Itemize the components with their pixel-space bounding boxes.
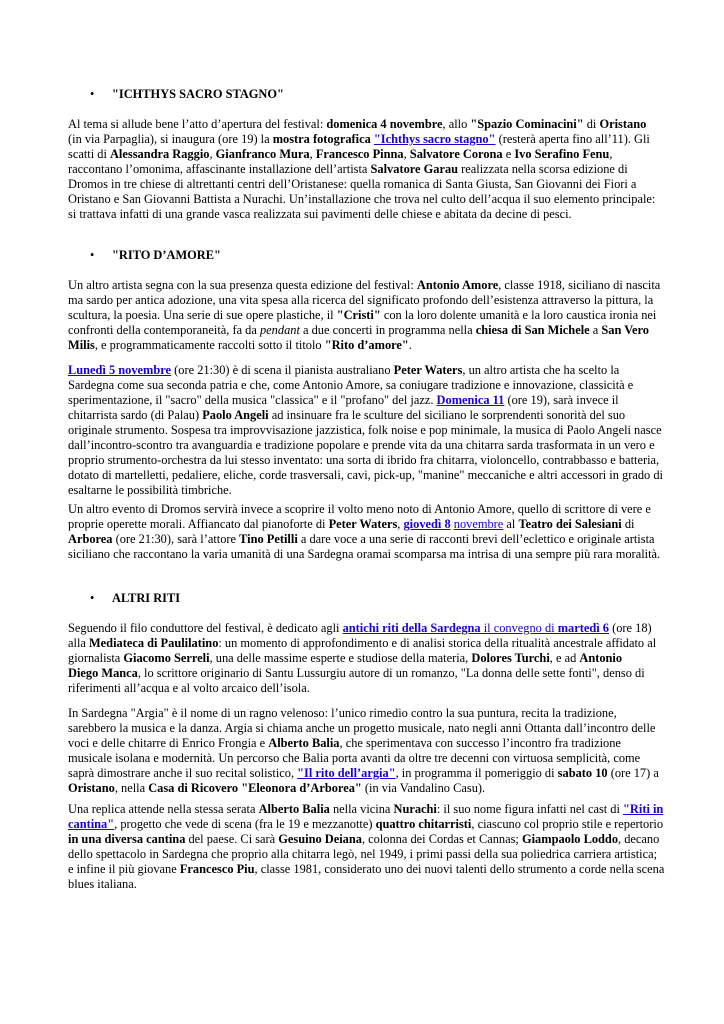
bold-text: Peter Waters bbox=[393, 363, 463, 377]
text-run: scatti di bbox=[68, 147, 110, 161]
bold-text: in una diversa cantina bbox=[68, 832, 186, 846]
text-run: esaltarne le possibilità timbriche. bbox=[68, 483, 232, 497]
text-run: : un momento di approfondimento e di analisi storica della ritualità ancestrale affidato al bbox=[218, 636, 657, 650]
text-line bbox=[68, 817, 664, 832]
text-run: (in via Vandalino Casu). bbox=[361, 781, 486, 795]
inline-link[interactable]: il convegno di bbox=[480, 621, 558, 635]
text-run: (ore 21:30), sarà l’attore bbox=[112, 532, 240, 546]
text-run: (ore 19), sarà invece il bbox=[504, 393, 619, 407]
bold-text: mostra fotografica bbox=[272, 132, 371, 146]
text-run: , bbox=[397, 517, 404, 531]
inline-link[interactable]: "Riti in bbox=[623, 802, 664, 816]
text-line bbox=[68, 408, 658, 423]
section-heading-ichthys bbox=[90, 87, 284, 102]
paragraph-tino-petilli bbox=[68, 502, 661, 562]
text-run: , in programma il pomeriggio di bbox=[395, 766, 558, 780]
text-line bbox=[68, 651, 658, 666]
text-line bbox=[68, 338, 658, 353]
text-run: , allo bbox=[442, 117, 471, 131]
inline-link[interactable]: Domenica 11 bbox=[436, 393, 505, 407]
bold-text: sabato 10 bbox=[557, 766, 608, 780]
text-run: , ciascuno col proprio stile e repertorio bbox=[471, 817, 664, 831]
text-line bbox=[68, 117, 658, 132]
text-run: a bbox=[589, 323, 602, 337]
bold-text: Francesco Piu bbox=[179, 862, 255, 876]
text-line bbox=[68, 453, 658, 468]
text-run: originale strumento. Sospesa tra improvvisazione jazzistica, folk noise e pop minimale, la musica di Paolo Angeli nasce bbox=[68, 423, 662, 437]
text-run: sarebbero la musica e la danza. Argia si chiama anche un progetto musicale, nato negli anni Ottanta dall’incontro delle bbox=[68, 721, 656, 735]
text-run: ma sardo per antica adozione, una vita spesa alla ricerca del significato profondo dell’esistenza attraverso la pittura, la bbox=[68, 293, 654, 307]
inline-link[interactable]: novembre bbox=[453, 517, 504, 531]
bold-text: Oristano bbox=[68, 781, 115, 795]
text-line bbox=[68, 502, 658, 517]
text-run: , una delle massime esperte e studiose della materia, bbox=[209, 651, 472, 665]
text-line bbox=[68, 192, 658, 207]
text-run: siciliano che raccontano la varia umanità di una Sardegna oramai scomparsa ma intrisa di una sempre più rara moralità. bbox=[68, 547, 661, 561]
text-run: , bbox=[209, 147, 216, 161]
text-run: alla bbox=[68, 636, 89, 650]
text-run: , un altro artista che ha scelto la bbox=[462, 363, 620, 377]
inline-link[interactable]: Lunedì 5 novembre bbox=[68, 363, 172, 377]
bold-text: Arborea bbox=[68, 532, 113, 546]
text-run: Seguendo il filo conduttore del festival, è dedicato agli bbox=[68, 621, 343, 635]
text-run: dotato di martelletti, pedaliere, eliche, corde trasversali, cavi, pick-up, "manine" meccaniche e altri accessori in grado di bbox=[68, 468, 663, 482]
text-run: , bbox=[309, 147, 316, 161]
text-run: confronti della contemporaneità, fa da bbox=[68, 323, 260, 337]
text-line bbox=[68, 207, 658, 222]
text-run: del paese. Ci sarà bbox=[185, 832, 279, 846]
text-run: chitarrista sardo (di Palau) bbox=[68, 408, 203, 422]
text-run: (ore 21:30) è di scena il pianista australiano bbox=[171, 363, 394, 377]
paragraph-argia bbox=[68, 706, 658, 796]
bold-text: Dolores Turchi bbox=[471, 651, 550, 665]
text-run: a due concerti in programma nella bbox=[299, 323, 476, 337]
text-run: , lo scrittore originario di Santu Lussurgiu autore di un romanzo, "La donna delle sette fonti", denso di bbox=[137, 666, 645, 680]
bold-text: Francesco Pinna bbox=[315, 147, 404, 161]
paragraph-antonio-amore bbox=[68, 278, 661, 353]
text-run: al bbox=[503, 517, 519, 531]
text-line bbox=[68, 547, 661, 562]
text-run: musicale isolana e modernità. Un percorso che Balia porta avanti da oltre tre decenni con virtuosa semplicità, come bbox=[68, 751, 641, 765]
text-run: di bbox=[621, 517, 635, 531]
text-run: proprio strumento-orchestra da lui stesso inventato: una sorta di ibrido fra chitarra, violoncello, contrabbasso e batteria, bbox=[68, 453, 660, 467]
bold-text: Antonio Amore bbox=[416, 278, 499, 292]
text-line bbox=[68, 393, 658, 408]
bold-text: Alberto Balia bbox=[268, 736, 340, 750]
bold-text: San Vero bbox=[601, 323, 649, 337]
bold-text: Gianfranco Mura bbox=[215, 147, 310, 161]
section-title: "RITO D’AMORE" bbox=[112, 248, 221, 262]
text-run: In Sardegna "Argia" è il nome di un ragno velenoso: l’unico rimedio contro la sua puntura, recita la tradizione, bbox=[68, 706, 617, 720]
text-run: , classe 1981, considerato uno dei nuovi talenti dello strumento a corde nella scena bbox=[254, 862, 665, 876]
text-run: sperimentazione, il "sacro" della musica "classica" e il "profano" del jazz. bbox=[68, 393, 437, 407]
text-run: ad insinuare fra le sculture del siciliano le sorprendenti sonorità del suo bbox=[268, 408, 626, 422]
text-run: Un altro evento di Dromos servirà invece a scoprire il volto meno noto di Antonio Amore, quello di scrittore di vere e bbox=[68, 502, 651, 516]
text-line bbox=[68, 862, 665, 877]
text-run: saprà dimostrare anche il suo recital solistico, bbox=[68, 766, 298, 780]
text-run: , decano bbox=[618, 832, 660, 846]
text-line bbox=[68, 706, 658, 721]
bold-text: "Cristi" bbox=[336, 308, 381, 322]
text-run: dello spettacolo in Sardegna che proprio alla chitarra legò, nel 1949, i primi passi della sua poliedrica carriera artistica; bbox=[68, 847, 658, 861]
text-run: di bbox=[583, 117, 600, 131]
text-line bbox=[68, 162, 658, 177]
text-line bbox=[68, 847, 658, 862]
text-run: , bbox=[609, 147, 613, 161]
bullet-icon: • bbox=[90, 87, 95, 101]
text-line bbox=[68, 681, 658, 696]
bold-text: Tino Petilli bbox=[239, 532, 298, 546]
text-run: Una replica attende nella stessa serata bbox=[68, 802, 259, 816]
text-run: . bbox=[408, 338, 412, 352]
bold-text: Salvatore Garau bbox=[370, 162, 459, 176]
text-run: (resterà aperta fino all’11). Gli bbox=[495, 132, 650, 146]
text-line bbox=[68, 751, 658, 766]
bold-text: Salvatore Corona bbox=[409, 147, 503, 161]
text-run: nella vicina bbox=[329, 802, 394, 816]
paragraph-riti-in-cantina bbox=[68, 802, 665, 892]
text-line bbox=[68, 147, 658, 162]
text-run: , e ad bbox=[549, 651, 580, 665]
bold-text: chiesa di San Michele bbox=[475, 323, 590, 337]
text-line bbox=[68, 517, 658, 532]
text-line bbox=[68, 423, 662, 438]
text-run: (ore 18) bbox=[609, 621, 652, 635]
text-line bbox=[68, 483, 658, 498]
text-run: : il suo nome figura infatti nel cast di bbox=[436, 802, 624, 816]
bold-text: Giacomo Serreli bbox=[123, 651, 210, 665]
bold-text: Antonio bbox=[579, 651, 623, 665]
bold-text: Alberto Balia bbox=[258, 802, 330, 816]
text-run: (in via Parpaglia), si inaugura (ore 19) la bbox=[68, 132, 273, 146]
text-run: e infine il più giovane bbox=[68, 862, 180, 876]
text-line bbox=[68, 308, 658, 323]
paragraph-peter-waters bbox=[68, 363, 663, 498]
text-line bbox=[68, 721, 658, 736]
bullet-icon: • bbox=[90, 248, 95, 262]
bold-text: Giampaolo Loddo bbox=[521, 832, 619, 846]
bold-text: Teatro dei Salesiani bbox=[518, 517, 622, 531]
paragraph-ichthys-intro bbox=[68, 117, 658, 222]
bold-text: Gesuino Deiana bbox=[278, 832, 362, 846]
text-line bbox=[68, 781, 658, 796]
text-run: dall’incontro-scontro tra avanguardia e tradizione popolare e prende vita da una chitarra sarda trasformata in un vero e bbox=[68, 438, 655, 452]
text-line bbox=[68, 877, 658, 892]
text-line bbox=[68, 766, 658, 781]
text-run: , progetto che vede di scena (fra le 19 e mezzanotte) bbox=[114, 817, 376, 831]
bold-text: Mediateca di Paulilatino bbox=[88, 636, 219, 650]
text-run: riferimenti all’acqua e al volto arcaico dell’isola. bbox=[68, 681, 310, 695]
text-run: , bbox=[403, 147, 410, 161]
text-line bbox=[68, 363, 658, 378]
bold-text: Diego Manca bbox=[68, 666, 138, 680]
text-run: , che sperimentava con successo l’incontro fra tradizione bbox=[339, 736, 621, 750]
inline-link[interactable]: giovedì 8 bbox=[403, 517, 451, 531]
text-line bbox=[68, 378, 658, 393]
bold-text: quattro chitarristi bbox=[375, 817, 472, 831]
bold-text: Casa di Ricovero "Eleonora d’Arborea" bbox=[148, 781, 362, 795]
text-run: scultura, la poesia. Una serie di sue opere plastiche, il bbox=[68, 308, 337, 322]
inline-link[interactable]: "Ichthys sacro stagno" bbox=[373, 132, 496, 146]
inline-link[interactable]: martedì 6 bbox=[557, 621, 609, 635]
section-title: ALTRI RITI bbox=[112, 591, 181, 605]
text-line bbox=[68, 438, 658, 453]
text-line bbox=[68, 832, 658, 847]
bold-text: "Spazio Cominacini" bbox=[470, 117, 584, 131]
bold-text: Paolo Angeli bbox=[202, 408, 269, 422]
bold-text: "Rito d’amore" bbox=[324, 338, 409, 352]
bold-text: Alessandra Raggio bbox=[109, 147, 210, 161]
text-run: raccontano l’omonima, affascinante installazione dell’artista bbox=[68, 162, 371, 176]
text-run: e bbox=[502, 147, 515, 161]
text-run: con la loro dolente umanità e la loro caustica ironia nei bbox=[380, 308, 657, 322]
text-run: a dare voce a una serie di racconti brevi dell’eclettico e originale artista bbox=[297, 532, 655, 546]
bold-text: Ivo Serafino Fenu bbox=[514, 147, 610, 161]
inline-link[interactable]: cantina" bbox=[68, 817, 115, 831]
text-run: blues italiana. bbox=[68, 877, 137, 891]
text-line bbox=[68, 132, 658, 147]
text-run: , colonna dei Cordas et Cannas; bbox=[361, 832, 522, 846]
text-line bbox=[68, 293, 658, 308]
text-run: , e programmaticamente raccolti sotto il titolo bbox=[94, 338, 325, 352]
text-run: giornalista bbox=[68, 651, 124, 665]
paragraph-antichi-riti bbox=[68, 621, 658, 696]
bold-text: domenica 4 novembre bbox=[326, 117, 443, 131]
text-line bbox=[68, 323, 658, 338]
text-line bbox=[68, 532, 658, 547]
text-run: , nella bbox=[114, 781, 149, 795]
text-run: Un altro artista segna con la sua presenza questa edizione del festival: bbox=[68, 278, 417, 292]
text-run: Sardegna come sua seconda patria e che, come Antonio Amore, sa coniugare tradizione e innovazione, classicità e bbox=[68, 378, 634, 392]
text-run: voci e delle chitarre di Enrico Frongia e bbox=[68, 736, 269, 750]
text-run: Al tema si allude bene l’atto d’apertura del festival: bbox=[68, 117, 327, 131]
text-run: , classe 1918, siciliano di nascita bbox=[498, 278, 661, 292]
inline-link[interactable]: antichi riti della Sardegna bbox=[342, 621, 481, 635]
text-line bbox=[68, 278, 661, 293]
text-line bbox=[68, 177, 658, 192]
bold-text: Oristano bbox=[599, 117, 647, 131]
text-run: (ore 17) a bbox=[607, 766, 659, 780]
text-run: Oristano e San Giovanni Battista a Nurachi. Un’installazione che trova nel culto dell’acqua il suo elemento principale: bbox=[68, 192, 656, 206]
section-heading-altri-riti bbox=[90, 591, 180, 606]
text-line bbox=[68, 802, 664, 817]
text-line bbox=[68, 666, 658, 681]
text-run: proprie operette morali. Affiancato dal pianoforte di bbox=[68, 517, 329, 531]
inline-link[interactable]: "Il rito dell’argia" bbox=[297, 766, 396, 780]
text-run: si trattava infatti di una grande vasca realizzata sui pavimenti delle chiese e abitata da decine di pesci. bbox=[68, 207, 572, 221]
text-line bbox=[68, 736, 658, 751]
text-line bbox=[68, 468, 663, 483]
bold-text: Peter Waters bbox=[328, 517, 398, 531]
text-line bbox=[68, 636, 658, 651]
section-title: "ICHTHYS SACRO STAGNO" bbox=[112, 87, 284, 101]
section-heading-rito-amore bbox=[90, 248, 221, 263]
bullet-icon: • bbox=[90, 591, 95, 605]
bold-text: Milis bbox=[68, 338, 95, 352]
italic-text: pendant bbox=[259, 323, 300, 337]
text-run: realizzata nella scorsa edizione di bbox=[458, 162, 628, 176]
text-run: Dromos in tre chiese di altrettanti centri dell’Oristanese: quella romanica di Santa Giusta, San Giovanni dei Fiori a bbox=[68, 177, 637, 191]
bold-text: Nurachi bbox=[393, 802, 437, 816]
text-line bbox=[68, 621, 658, 636]
